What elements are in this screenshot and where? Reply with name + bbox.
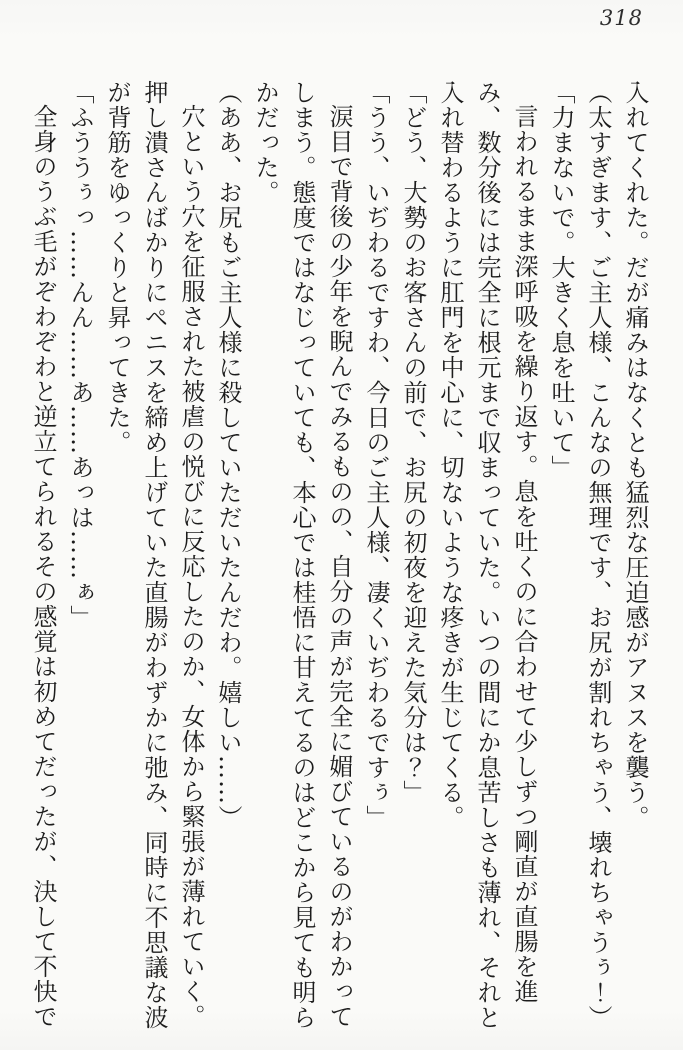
paragraph: 「ふううぅっ……んん……あ……あっは……ぁ」 (66, 80, 94, 630)
body-text (24, 80, 653, 1040)
paragraph: 言われるまま深呼吸を繰り返す。息を吐くのに合わせて少しずつ剛直が直腸を進み、数分後には完全に根元まで収まっていた。いつの間にか息苦しさも薄れ、それと入れ替わるように肛門を中心に、切ないような疼きが生じてくる。 (436, 80, 538, 1030)
paragraph: 入れてくれた。だが痛みはなくとも猛烈な圧迫感がアヌスを襲う。 (621, 80, 649, 830)
paragraph: 涙目で背後の少年を睨んでみるものの、自分の声が完全に媚びているのがわかってしまう。態度ではなじっていても、本心では桂悟に甘えてるのはどこから見ても明らかだった。 (251, 80, 353, 1030)
page-number: 318 (599, 6, 643, 30)
paragraph: 「力まないで。大きく息を吐いて」 (547, 80, 575, 480)
paragraph: 「うう、いぢわるですわ、今日のご主人様、凄くいぢわるですぅ」 (362, 80, 390, 830)
paragraph: 全身のうぶ毛がぞわぞわと逆立てられるその感覚は初めてだったが、決して不快で (29, 104, 57, 1029)
paragraph: （太すぎます、ご主人様、こんなの無理です、お尻が割れちゃう、壊れちゃうぅ！） (584, 80, 612, 1030)
paragraph: 「どう、大勢のお客さんの前で、お尻の初夜を迎えた気分は？」 (399, 80, 427, 805)
paragraph: （ああ、お尻もご主人様に殺していただいたんだわ。嬉しい……） (214, 80, 242, 830)
paragraph: 穴という穴を征服された被虐の悦びに反応したのか、女体から緊張が薄れていく。押し潰さんばかりにペニスを締め上げていた直腸がわずかに弛み、同時に不思議な波が背筋をゆっくりと昇ってきた。 (103, 80, 205, 1030)
